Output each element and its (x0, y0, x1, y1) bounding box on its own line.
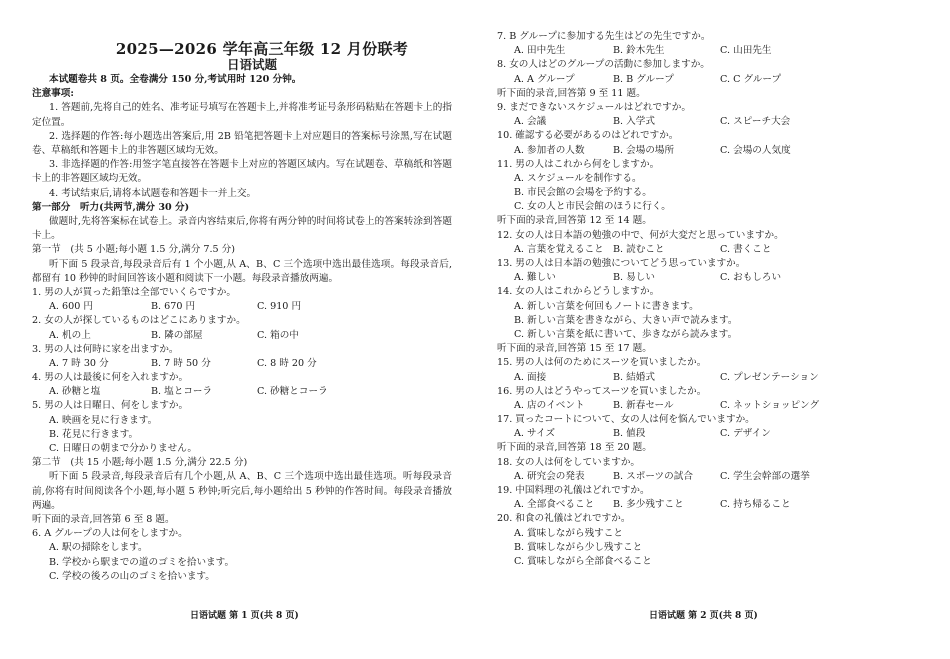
option-b: B. 読むこと (613, 243, 665, 255)
question-10-stem: 10. 確認する必要があるのはどれですか。 (497, 130, 679, 142)
question-5 (32, 399, 452, 456)
question-17-stem: 17. 買ったコートについて、女の人は何を悩んでいますか。 (497, 414, 755, 426)
option-b: B. 市民会館の会場を予約する。 (514, 187, 652, 199)
question-20 (497, 512, 929, 569)
section-2-heading: 第二节 (共 15 小题;每小题 1.5 分,满分 22.5 分) (32, 457, 248, 469)
option-a: A. 7 時 30 分 (49, 357, 109, 369)
option-a: A. 参加者の人数 (514, 144, 585, 156)
page-2-content (497, 30, 929, 569)
option-c: C. 新しい言葉を紙に書いて、歩きながら読みます。 (514, 328, 738, 340)
option-c: C. 書くこと (720, 243, 772, 255)
question-18 (497, 456, 929, 484)
question-14-stem: 14. 女の人はこれからどうしますか。 (497, 286, 660, 298)
question-10 (497, 129, 929, 157)
option-b: B. 値段 (613, 428, 646, 440)
question-1 (32, 286, 452, 314)
option-b: B. 易しい (613, 272, 655, 284)
question-16-stem: 16. 男の人はどうやってスーツを買いましたか。 (497, 385, 707, 397)
question-19-options (497, 498, 929, 512)
section-2-instructions: 听下面 5 段录音,每段录音后有几个小题,从 A、B、C 三个选项中选出最佳选项。听每段录音前,你将有时间阅读各个小题,每小题 5 秒钟;听完后,每小题给出 5 秒钟的作答时间。每段录音播放两遍。 (32, 471, 452, 511)
option-a: A. 難しい (514, 272, 556, 284)
listening-prompt-9-11: 听下面的录音,回答第 9 至 11 题。 (497, 87, 646, 99)
question-3 (32, 343, 452, 371)
option-c: C. 学生会幹部の選挙 (720, 470, 810, 482)
question-2 (32, 314, 452, 342)
listening-prompt-15-17: 听下面的录音,回答第 15 至 17 题。 (497, 343, 652, 355)
option-c: C. 学校の後ろの山のゴミを拾います。 (49, 570, 215, 582)
question-12-stem: 12. 女の人は日本語の勉強の中で、何が大変だと思っていますか。 (497, 229, 784, 241)
question-12-options (497, 243, 929, 257)
option-c: C. 女の人と市民会館のほうに行く。 (514, 201, 671, 213)
question-19 (497, 484, 929, 512)
option-b: B. 新春セール (613, 399, 674, 411)
option-c: C. 砂糖とコーラ (257, 386, 328, 398)
section-1-heading: 第一节 (共 5 小题;每小题 1.5 分,满分 7.5 分) (32, 244, 235, 256)
listening-prompt-18-20: 听下面的录音,回答第 18 至 20 题。 (497, 442, 652, 454)
option-c: C. 山田先生 (720, 45, 772, 57)
question-12 (497, 229, 929, 257)
question-16-options (497, 399, 929, 413)
option-b: B. 塩とコーラ (151, 386, 213, 398)
question-18-options (497, 470, 929, 484)
question-16 (497, 385, 929, 413)
question-13-options (497, 271, 929, 285)
option-a: A. 田中先生 (514, 45, 566, 57)
exam-title: 2025—2026 学年高三年级 12 月份联考 (115, 40, 409, 58)
page-2-footer: 日语试题 第 2 页(共 8 页) (649, 611, 758, 621)
question-3-stem: 3. 男の人は何時に家を出ますか。 (32, 343, 179, 355)
question-11 (497, 158, 929, 215)
question-4 (32, 371, 452, 399)
question-19-stem: 19. 中国料理の礼儀はどれですか。 (497, 485, 650, 496)
option-b: B. 鈴木先生 (613, 45, 665, 57)
question-9-stem: 9. まだできないスケジュールはどれですか。 (497, 101, 691, 113)
option-b: B. 多少残すこと (613, 499, 684, 511)
option-c: C. 会場の人気度 (720, 144, 791, 156)
section-1-instructions: 听下面 5 段录音,每段录音后有 1 个小题,从 A、B、C 三个选项中选出最佳选项。每段录音后,都留有 10 秒钟的时间回答该小题和阅读下一小题。每段录音播放两遍。 (32, 258, 452, 284)
question-11-stem: 11. 男の人はこれから何をしますか。 (497, 158, 660, 170)
option-a: A. 言葉を覚えること (514, 243, 604, 255)
exam-intro: 本试题卷共 8 页。全卷满分 150 分,考试用时 120 分钟。 (49, 74, 302, 85)
question-1-options (32, 300, 452, 314)
question-14 (497, 285, 929, 342)
option-c: C. 日曜日の朝まで分かりません。 (49, 443, 197, 455)
option-a: A. 600 円 (49, 301, 93, 313)
question-8-stem: 8. 女の人はどのグループの活動に参加しますか。 (497, 59, 710, 71)
question-7-stem: 7. B グループに参加する先生はどの先生ですか。 (497, 31, 711, 42)
question-5-stem: 5. 男の人は日曜日、何をしますか。 (32, 400, 189, 412)
option-c: C. スピーチ大会 (720, 116, 791, 128)
question-8 (497, 58, 929, 86)
option-a: A. 会議 (514, 116, 547, 128)
option-b: B. 学校から駅までの道のゴミを拾います。 (49, 556, 235, 568)
option-b: B. 会場の場所 (613, 144, 675, 156)
option-c: C. 持ち帰ること (720, 499, 791, 511)
exam-subject-title: 日语试题 (226, 57, 277, 72)
option-a: A. 駅の掃除をします。 (49, 542, 148, 554)
option-a: A. サイズ (514, 428, 556, 440)
option-c: C. デザイン (720, 428, 771, 440)
option-a: A. スケジュールを制作する。 (514, 172, 642, 184)
part-1-heading: 第一部分 听力(共两节,满分 30 分) (32, 201, 190, 213)
option-c: C. プレゼンテーション (720, 371, 819, 383)
question-13 (497, 257, 929, 285)
question-18-stem: 18. 女の人は何をしていますか。 (497, 456, 641, 468)
option-b: B. 賞味しながら少し残すこと (514, 541, 643, 553)
question-15-stem: 15. 男の人は何のためにスーツを買いましたか。 (497, 357, 707, 369)
option-b: B. 7 時 50 分 (151, 357, 211, 369)
question-10-options (497, 144, 929, 158)
option-c: C. 8 時 20 分 (257, 357, 317, 369)
notes-heading: 注意事项: (32, 88, 74, 100)
question-17 (497, 413, 929, 441)
question-9-options (497, 115, 929, 129)
option-c: C. 箱の中 (257, 329, 299, 341)
option-a: A. 全部食べること (514, 499, 595, 511)
question-9 (497, 101, 929, 129)
question-13-stem: 13. 男の人は日本語の勉強についてどう思っていますか。 (497, 258, 746, 269)
question-17-options (497, 427, 929, 441)
option-a: A. 砂糖と塩 (49, 386, 101, 398)
option-b: B. スポーツの試合 (613, 470, 693, 482)
part-1-instructions: 做题时,先将答案标在试卷上。录音内容结束后,你将有两分钟的时间将试卷上的答案转涂到答题卡上。 (32, 215, 452, 242)
option-b: B. 花見に行きます。 (49, 428, 139, 440)
page-1-footer: 日语试题 第 1 页(共 8 页) (190, 611, 299, 621)
note-1: 1. 答题前,先将自己的姓名、准考证号填写在答题卡上,并将准考证号条形码粘贴在答题卡上的指定位置。 (32, 102, 452, 128)
exam-info-block (32, 73, 452, 584)
question-1-stem: 1. 男の人が買った鉛筆は全部でいくらですか。 (32, 286, 236, 298)
option-c: C. ネットショッピング (720, 399, 820, 411)
option-a: A. 店のイベント (514, 399, 585, 411)
option-a: A. 映画を見に行きます。 (49, 414, 158, 426)
option-b: B. 670 円 (151, 301, 196, 313)
question-4-options (32, 385, 452, 399)
option-a: A. A グループ (514, 73, 575, 85)
option-b: B. 隣の部屋 (151, 329, 203, 341)
question-2-options (32, 329, 452, 343)
option-a: A. 机の上 (49, 329, 91, 341)
option-a: A. 新しい言葉を何回もノートに書きます。 (514, 300, 699, 312)
question-6 (32, 527, 452, 584)
question-7-options (497, 44, 929, 58)
question-2-stem: 2. 女の人が探しているものはどこにありますか。 (32, 315, 246, 327)
option-a: A. 面接 (514, 371, 547, 383)
question-15 (497, 356, 929, 384)
option-c: C. C グループ (720, 73, 782, 85)
option-a: A. 研究会の発表 (514, 470, 585, 482)
note-3: 3. 非选择题的作答:用签字笔直接答在答题卡上对应的答题区域内。写在试题卷、草稿纸和答题卡上的非答题区域均无效。 (32, 159, 452, 185)
question-6-stem: 6. A グループの人は何をしますか。 (32, 528, 188, 540)
note-2: 2. 选择题的作答:每小题选出答案后,用 2B 铅笔把答题卡上对应题目的答案标号涂黑,写在试题卷、草稿纸和答题卡上的非答题区域均无效。 (32, 130, 452, 156)
question-8-options (497, 73, 929, 87)
question-7 (497, 30, 929, 58)
question-4-stem: 4. 男の人は最後に何を入れますか。 (32, 372, 189, 384)
note-4: 4. 考试结束后,请将本试题卷和答题卡一并上交。 (49, 187, 257, 199)
listening-prompt-6-8: 听下面的录音,回答第 6 至 8 题。 (32, 514, 175, 526)
option-b: B. B グループ (613, 73, 674, 85)
option-c: C. おもしろい (720, 272, 782, 284)
option-a: A. 賞味しながら残すこと (514, 527, 623, 539)
listening-prompt-12-14: 听下面的录音,回答第 12 至 14 题。 (497, 215, 652, 227)
option-b: B. 新しい言葉を書きながら、大きい声で読みます。 (514, 314, 738, 326)
question-20-stem: 20. 和食の礼儀はどれですか。 (497, 513, 631, 525)
option-b: B. 入学式 (613, 116, 655, 128)
option-c: C. 賞味しながら全部食べること (514, 555, 652, 567)
question-15-options (497, 371, 929, 385)
option-c: C. 910 円 (257, 301, 302, 313)
option-b: B. 結婚式 (613, 371, 655, 383)
question-3-options (32, 357, 452, 371)
